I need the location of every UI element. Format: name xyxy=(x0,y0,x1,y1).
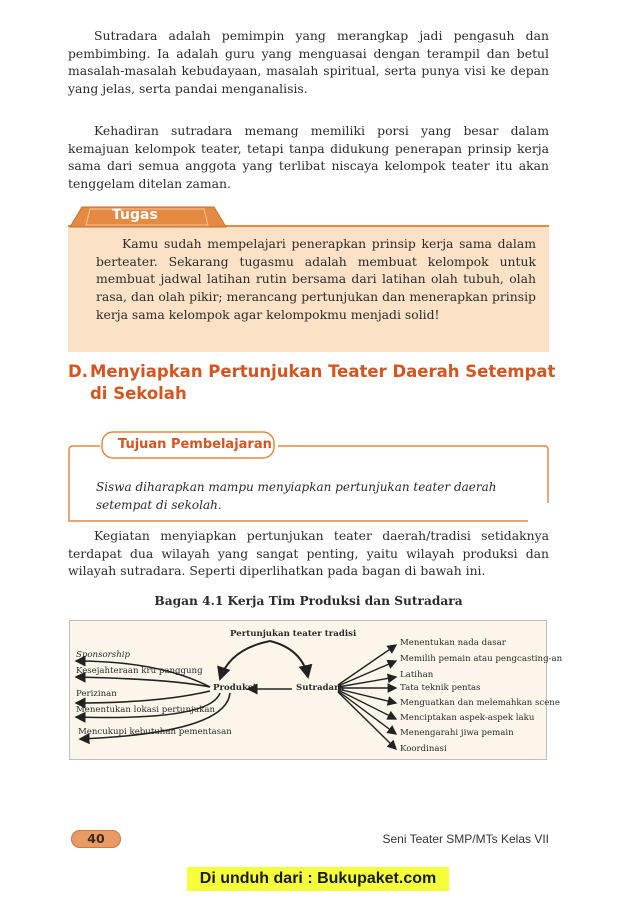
paragraph-kegiatan xyxy=(68,527,549,580)
diagram-top-label: Pertunjukan teater tradisi xyxy=(230,629,357,639)
diagram-right-item: Latihan xyxy=(400,670,434,680)
diagram-right-item: Menciptakan aspek-aspek laku xyxy=(400,713,535,723)
section-letter: D. xyxy=(68,362,88,381)
page-number: 40 xyxy=(87,831,105,846)
figure-caption: Bagan 4.1 Kerja Tim Produksi dan Sutradara xyxy=(154,594,463,608)
section-title-line2: di Sekolah xyxy=(90,384,187,403)
diagram-right-item: Menguatkan dan melemahkan scene xyxy=(400,698,560,708)
diagram-right-item: Menentukan nada dasar xyxy=(400,638,506,648)
paragraph-text: Sutradara adalah pemimpin yang merangkap jadi pengasuh dan pembimbing. Ia adalah guru yang menguasai dengan terampil dan betul masalah-masalah kebudayaan, masalah spiritual, serta punya visi ke depan yang jelas, serta pandai menganalisis. xyxy=(68,28,549,96)
tugas-box xyxy=(68,205,549,352)
diagram-right-item: Menengarahi jiwa pemain xyxy=(400,728,514,738)
section-heading xyxy=(68,361,558,405)
paragraph-text: Kegiatan menyiapkan pertunjukan teater daerah/tradisi setidaknya terdapat dua wilayah yang sangat penting, yaitu wilayah produksi dan wilayah sutradara. Seperti diperlihatkan pada bagan di bawah ini. xyxy=(68,528,549,579)
tujuan-label: Tujuan Pembelajaran xyxy=(118,437,272,452)
paragraph-sutradara-role xyxy=(68,122,549,192)
diagram-right-item: Tata teknik pentas xyxy=(400,683,481,693)
diagram-node-produksi: Produksi xyxy=(213,683,257,693)
diagram-left-item: Perizinan xyxy=(76,689,117,699)
tugas-text xyxy=(96,235,536,324)
tujuan-text: Siswa diharapkan mampu menyiapkan pertunjukan teater daerah setempat di sekolah. xyxy=(96,480,497,512)
diagram-right-item: Koordinasi xyxy=(400,744,447,754)
paragraph-text: Kehadiran sutradara memang memiliki porsi yang besar dalam kemajuan kelompok teater, tetapi tanpa didukung penerapan prinsip kerja sama dari semua anggota yang terlibat niscaya kelompok teater itu akan tenggelam ditelan zaman. xyxy=(68,123,549,191)
diagram-left-item: Menentukan lokasi pertunjukan xyxy=(76,705,216,715)
diagram-left-item: Mencukupi kebutuhan pementasan xyxy=(78,727,232,737)
paragraph-sutradara-definition xyxy=(68,27,549,97)
tugas-instruction: Kamu sudah mempelajari penerapkan prinsip kerja sama dalam berteater. Sekarang tugasmu adalah membuat kelompok untuk membuat jadwal latihan rutin bersama dari latihan olah tubuh, olah rasa, dan olah pikir; merancang pertunjukan dan menerapkan prinsip kerja sama kelompok agar kelompokmu menjadi solid! xyxy=(96,236,536,322)
download-source-banner: Di unduh dari : Bukupaket.com xyxy=(187,867,449,891)
footer-book-title: Seni Teater SMP/MTs Kelas VII xyxy=(382,832,549,846)
team-diagram xyxy=(69,620,563,760)
diagram-left-item: Sponsorship xyxy=(76,650,130,660)
tugas-label: Tugas xyxy=(112,207,158,223)
page-number-badge xyxy=(71,830,121,848)
diagram-left-item: Kesejahteraan kru panggung xyxy=(76,666,203,676)
section-title-line1: Menyiapkan Pertunjukan Teater Daerah Setempat xyxy=(90,362,556,381)
diagram-node-sutradara: Sutradara xyxy=(296,683,345,693)
diagram-right-item: Memilih pemain atau pengcasting-an xyxy=(400,654,563,664)
tujuan-box xyxy=(68,428,549,522)
